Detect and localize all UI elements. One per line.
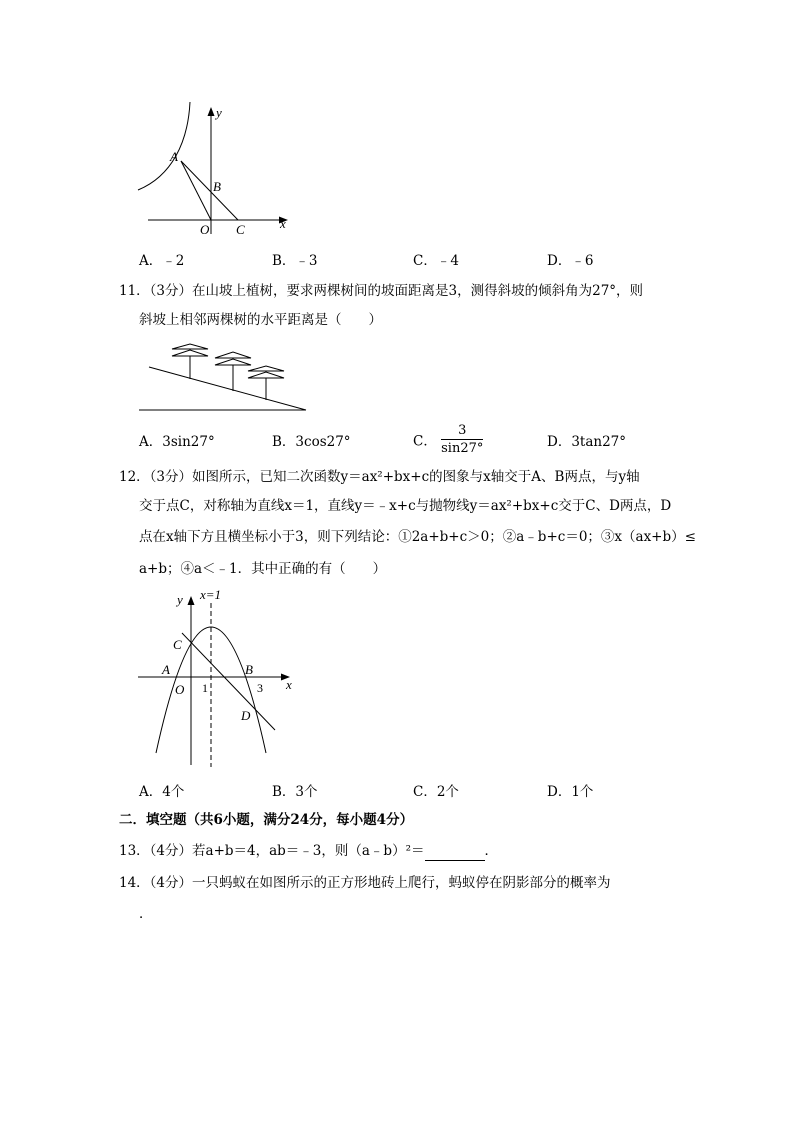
q11-option-b[interactable]: B．3cos27° bbox=[272, 434, 351, 450]
q12-option-c[interactable]: C．2个 bbox=[413, 784, 459, 800]
q11-option-c-fraction bbox=[441, 423, 483, 456]
q11-figure bbox=[135, 338, 315, 418]
q10-hyperbola bbox=[138, 102, 190, 190]
q10-label-b: B bbox=[213, 179, 221, 194]
q12-text-line3: 点在x轴下方且横坐标小于3，则下列结论：①2a+b+c＞0；②a﹣b+c＝0；③x（ax+b）≤ bbox=[139, 529, 696, 545]
q10-label-y: y bbox=[216, 105, 222, 120]
q10-y-arrow bbox=[208, 107, 215, 116]
q10-label-x: x bbox=[280, 216, 286, 231]
q12-label-d: D bbox=[241, 708, 251, 723]
q12-option-b[interactable]: B．3个 bbox=[272, 784, 318, 800]
q12-label-a: A bbox=[162, 662, 170, 677]
q11-option-c-denominator: sin27° bbox=[441, 441, 484, 456]
q13-text-suffix: ． bbox=[484, 843, 498, 859]
q12-option-d[interactable]: D．1个 bbox=[547, 784, 594, 800]
q12-tick-3: 3 bbox=[257, 681, 263, 695]
q11-option-d[interactable]: D．3tan27° bbox=[547, 434, 627, 450]
q12-label-x-eq: x=1 bbox=[200, 587, 222, 602]
q12-text-line1: 12．（3分）如图所示，已知二次函数y＝ax²+bx+c的图象与x轴交于A、B两点，与y轴 bbox=[119, 469, 640, 485]
section-2-heading: 二．填空题（共6小题，满分24分，每小题4分） bbox=[119, 812, 414, 828]
q14-text-line2: ． bbox=[139, 906, 153, 922]
q13-text bbox=[119, 841, 498, 861]
q13-answer-blank[interactable] bbox=[425, 846, 485, 861]
q10-figure bbox=[130, 100, 300, 240]
q12-label-c: C bbox=[173, 637, 182, 652]
q10-segment-ac bbox=[181, 161, 238, 220]
q12-figure bbox=[130, 585, 310, 775]
q11-text-line1: 11．（3分）在山坡上植树，要求两棵树间的坡面距离是3，测得斜坡的倾斜角为27°，则 bbox=[119, 283, 644, 299]
q10-option-a[interactable]: A．﹣2 bbox=[139, 253, 185, 269]
q10-label-a: A bbox=[170, 149, 178, 164]
q14-text-line1: 14．（4分）一只蚂蚁在如图所示的正方形地砖上爬行，蚂蚁停在阴影部分的概率为 bbox=[119, 875, 611, 891]
q12-label-x: x bbox=[286, 677, 292, 692]
q11-option-c-numerator: 3 bbox=[441, 423, 483, 440]
q10-label-c: C bbox=[236, 222, 245, 237]
q11-tree-1 bbox=[172, 344, 208, 379]
q10-segment-ao bbox=[181, 161, 211, 220]
q12-label-o: O bbox=[175, 682, 185, 697]
q11-slope-line bbox=[149, 367, 306, 410]
q12-text-line4: a+b；④a＜﹣1．其中正确的有（ ） bbox=[139, 561, 387, 577]
q12-option-a[interactable]: A．4个 bbox=[139, 784, 185, 800]
q12-label-b: B bbox=[245, 662, 253, 677]
q10-option-d[interactable]: D．﹣6 bbox=[547, 253, 594, 269]
q13-text-prefix: 13．（4分）若a+b＝4，ab＝﹣3，则（a﹣b）²＝ bbox=[119, 843, 425, 859]
q10-option-b[interactable]: B．﹣3 bbox=[272, 253, 318, 269]
q12-text-line2: 交于点C，对称轴为直线x＝1，直线y＝﹣x+c与抛物线y＝ax²+bx+c交于C、D两点，D bbox=[139, 498, 672, 514]
q12-label-y: y bbox=[177, 592, 183, 607]
q10-label-o: O bbox=[200, 222, 210, 237]
q11-option-c-label: C． bbox=[413, 433, 437, 450]
q10-option-c[interactable]: C．﹣4 bbox=[413, 253, 459, 269]
q12-y-arrow bbox=[188, 596, 195, 605]
q11-text-line2: 斜坡上相邻两棵树的水平距离是（ ） bbox=[139, 312, 382, 328]
q12-tick-1: 1 bbox=[202, 681, 208, 695]
q11-tree-3 bbox=[248, 366, 284, 400]
q11-option-a[interactable]: A．3sin27° bbox=[139, 434, 215, 450]
q11-tree-2 bbox=[215, 352, 251, 391]
q11-option-c[interactable] bbox=[413, 423, 483, 456]
